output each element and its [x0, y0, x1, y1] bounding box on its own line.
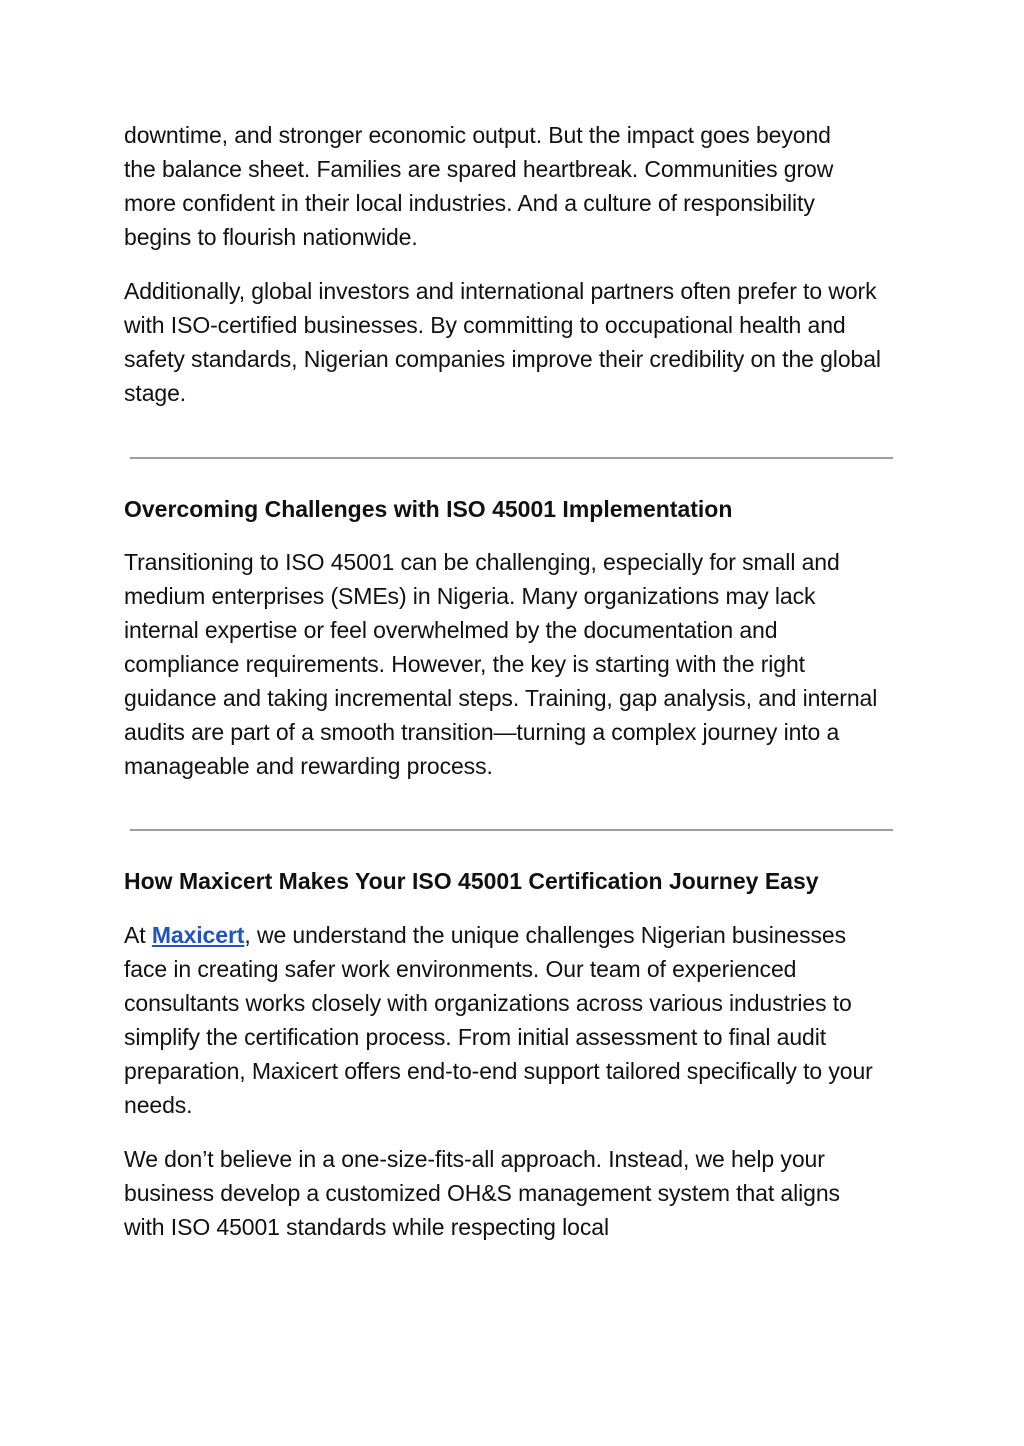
- challenges-paragraph: Transitioning to ISO 45001 can be challenging, especially for small and medium enterprises (SMEs) in Nigeria. Many organizations may lack internal expertise or feel overwhelmed by the documentation and compliance requirements. However, the key is starting with the right guidance and taking incremental steps. Training, gap analysis, and internal audits are part of a smooth transition—turning a complex journey into a manageable and rewarding process.: [124, 549, 878, 779]
- document-page: [124, 118, 894, 1244]
- maxicert-paragraph-prefix: At: [124, 922, 152, 948]
- maxicert-paragraph-text: , we understand the unique challenges Nigerian businesses face in creating safer work environments. Our team of experienced consultants works closely with organizations across various industries to simplify the certification process. From initial assessment to final audit preparation, Maxicert offers end-to-end support tailored specifically to your needs.: [124, 922, 873, 1118]
- intro-paragraph-2: Additionally, global investors and international partners often prefer to work with ISO-certified businesses. By committing to occupational health and safety standards, Nigerian companies improve their credibility on the global stage.: [124, 278, 881, 406]
- maxicert-paragraph-1: [124, 918, 879, 1122]
- maxicert-link[interactable]: Maxicert: [151, 922, 245, 948]
- intro-paragraph-1: downtime, and stronger economic output. But the impact goes beyond the balance sheet. Families are spared heartbreak. Communities grow more confident in their local industries. And a culture of responsibility begins to flourish nationwide.: [124, 122, 834, 250]
- section-heading-challenges: Overcoming Challenges with ISO 45001 Implementation: [124, 496, 733, 522]
- maxicert-paragraph-2: We don’t believe in a one-size-fits-all approach. Instead, we help your business develop a customized OH&S management system that aligns with ISO 45001 standards while respecting local: [124, 1146, 840, 1240]
- section-heading-maxicert: How Maxicert Makes Your ISO 45001 Certification Journey Easy: [124, 868, 819, 894]
